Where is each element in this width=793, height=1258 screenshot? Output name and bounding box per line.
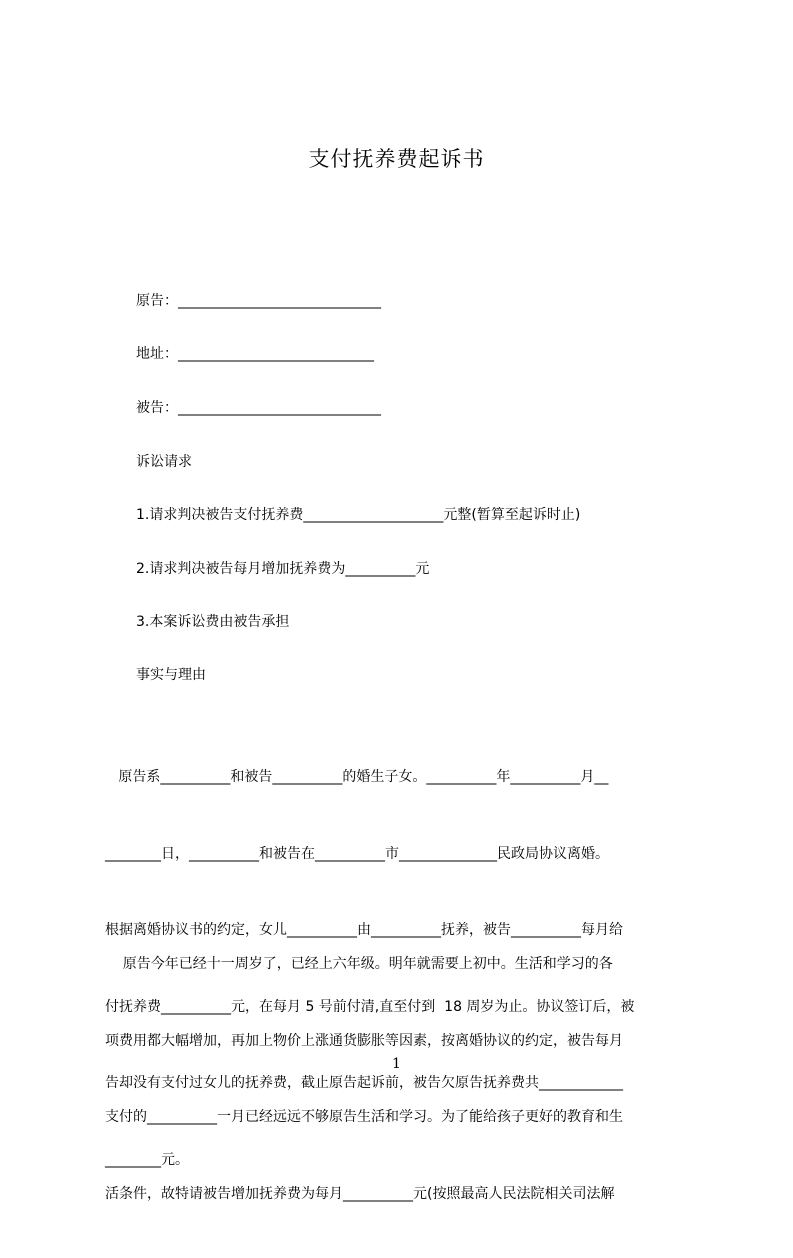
defendant-field: 被告：_____________________________ — [136, 400, 381, 416]
claim-item-2: 2.请求判决被告每月增加抚养费为__________元 — [136, 561, 430, 577]
address-field: 地址：____________________________ — [136, 346, 374, 362]
page-number: 1 — [392, 1056, 401, 1072]
facts-paragraph-2 — [105, 901, 699, 1258]
claim-item-1: 1.请求判决被告支付抚养费____________________元整(暂算至起诉时止) — [136, 507, 581, 523]
paragraph-line: ________日，__________和被告在__________市______________民政局协议离婚。 — [105, 845, 609, 862]
claim-item-3: 3.本案诉讼费由被告承担 — [136, 614, 290, 630]
paragraph-line: 项费用都大幅增加，再加上物价上涨通货膨胀等因素，按离婚协议的约定，被告每月 — [105, 1032, 623, 1049]
paragraph-line: 根据离婚协议书的约定，女儿__________由__________抚养，被告__________每月给 — [105, 922, 623, 938]
plaintiff-field: 原告：_____________________________ — [136, 293, 381, 309]
paragraph-line: 告却没有支付过女儿的抚养费，截止原告起诉前，被告欠原告抚养费共____________ — [105, 1075, 623, 1091]
document-title: 支付抚养费起诉书 — [308, 147, 485, 171]
paragraph-line: 原告系__________和被告__________的婚生子女。__________年__________月__ — [105, 769, 609, 785]
paragraph-line: 活条件，故特请被告增加抚养费为每月__________元(按照最高人民法院相关司法解 — [105, 1185, 615, 1202]
claims-heading: 诉讼请求 — [136, 454, 192, 470]
paragraph-line: ________元。 — [105, 1151, 189, 1168]
paragraph-line: 原告今年已经十一周岁了，已经上六年级。明年就需要上初中。生活和学习的各 — [105, 956, 613, 972]
paragraph-line: 支付的__________一月已经远远不够原告生活和学习。为了能给孩子更好的教育和生 — [105, 1109, 623, 1125]
paragraph-line: 付抚养费__________元，在每月 5 号前付清,直至付到 18 周岁为止。协议签订后，被 — [105, 998, 635, 1015]
facts-heading: 事实与理由 — [136, 667, 206, 683]
